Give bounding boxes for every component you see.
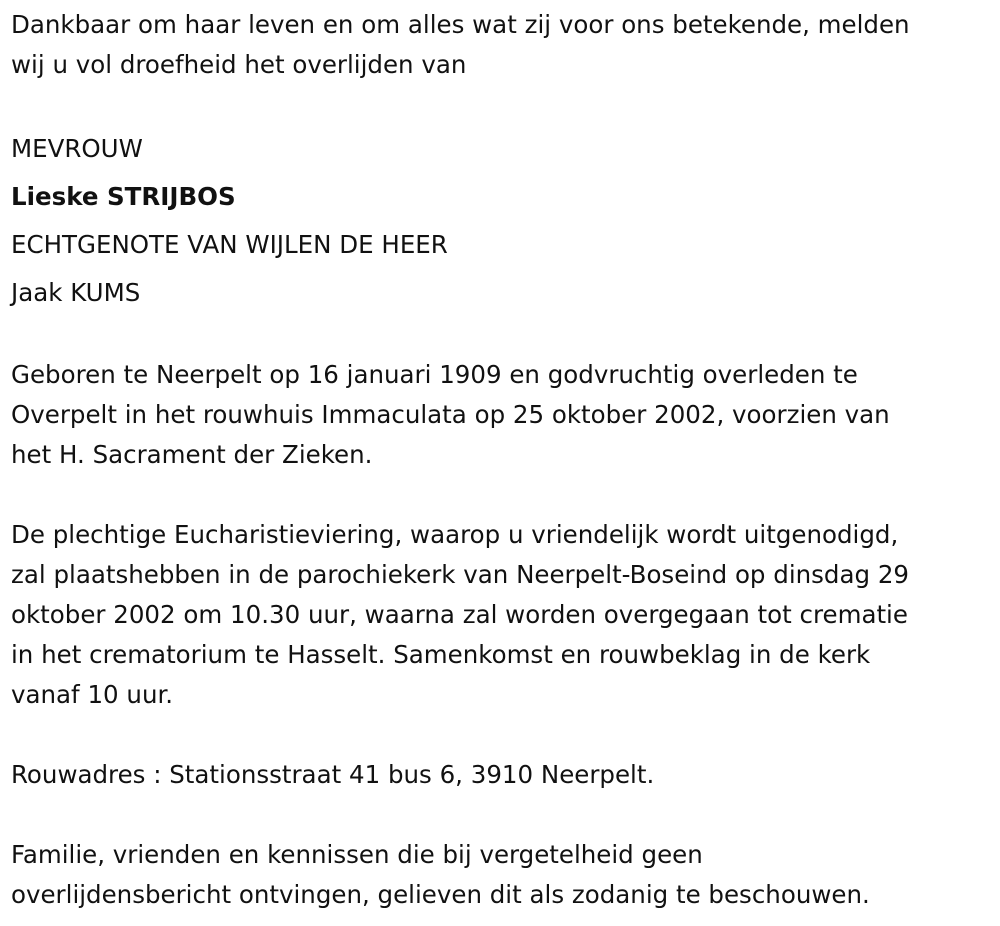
closing-line: overlijdensbericht ontvingen, gelieven dit als zodanig te beschouwen. (11, 880, 870, 909)
deceased-name: Lieske STRIJBOS (11, 182, 236, 211)
intro-line: wij u vol droefheid het overlijden van (11, 50, 467, 79)
birth-death-paragraph (11, 355, 988, 475)
deceased-relation: ECHTGENOTE VAN WIJLEN DE HEER (11, 230, 448, 259)
spouse-name: Jaak KUMS (11, 278, 141, 307)
deceased-block (11, 125, 988, 317)
ceremony-line: oktober 2002 om 10.30 uur, waarna zal worden overgegaan tot crematie (11, 600, 908, 629)
birth-death-line: het H. Sacrament der Zieken. (11, 440, 373, 469)
closing-line: Familie, vrienden en kennissen die bij vergetelheid geen (11, 840, 703, 869)
intro-paragraph (11, 5, 988, 85)
ceremony-paragraph (11, 515, 988, 715)
closing-paragraph (11, 835, 988, 915)
birth-death-line: Geboren te Neerpelt op 16 januari 1909 en godvruchtig overleden te (11, 360, 858, 389)
ceremony-line: in het crematorium te Hasselt. Samenkomst en rouwbeklag in de kerk (11, 640, 871, 669)
address-paragraph (11, 755, 988, 795)
deceased-title: MEVROUW (11, 134, 143, 163)
ceremony-line: vanaf 10 uur. (11, 680, 174, 709)
ceremony-line: De plechtige Eucharistieviering, waarop u vriendelijk wordt uitgenodigd, (11, 520, 899, 549)
birth-death-line: Overpelt in het rouwhuis Immaculata op 25 oktober 2002, voorzien van (11, 400, 890, 429)
mourning-address: Rouwadres : Stationsstraat 41 bus 6, 3910 Neerpelt. (11, 760, 655, 789)
ceremony-line: zal plaatshebben in de parochiekerk van Neerpelt-Boseind op dinsdag 29 (11, 560, 910, 589)
intro-line: Dankbaar om haar leven en om alles wat zij voor ons betekende, melden (11, 10, 910, 39)
